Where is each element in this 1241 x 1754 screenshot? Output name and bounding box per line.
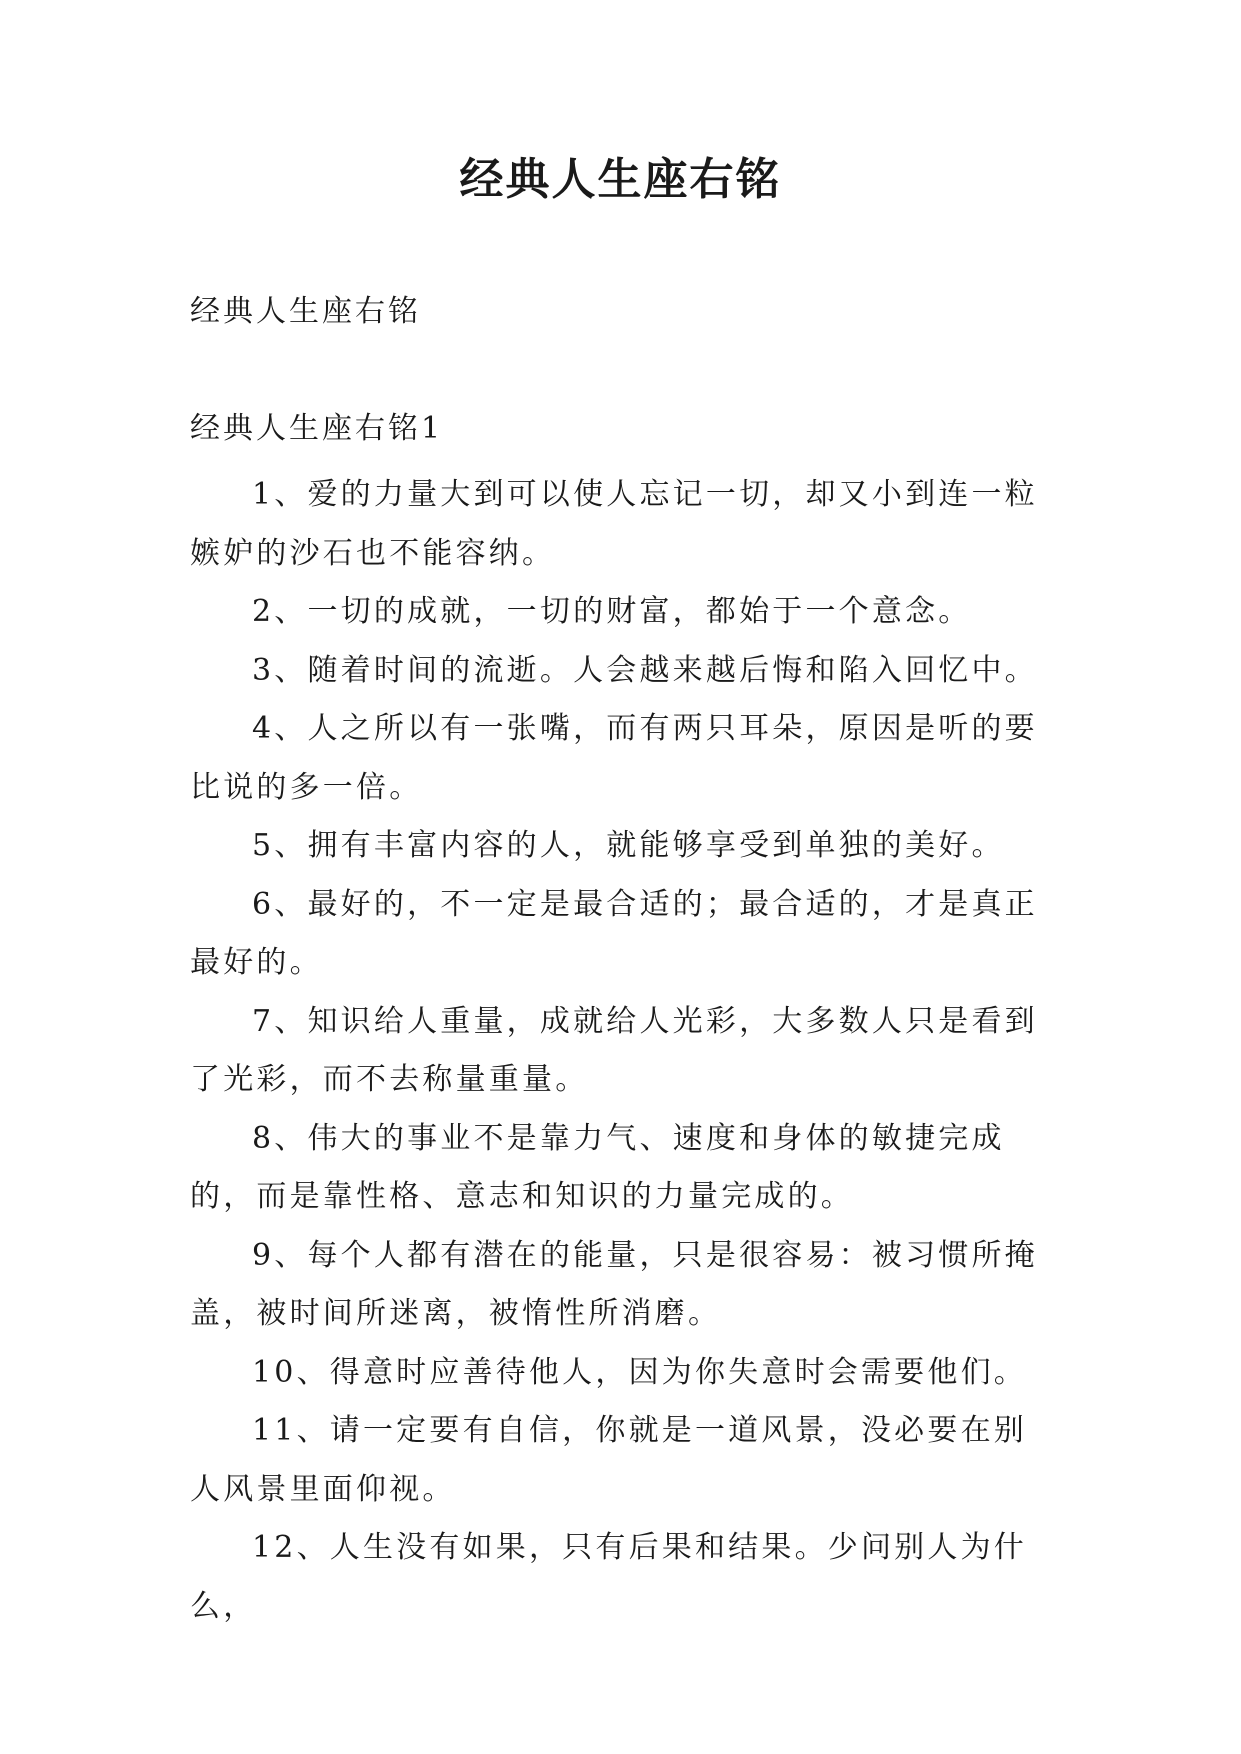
motto-paragraph: 7、知识给人重量，成就给人光彩，大多数人只是看到了光彩，而不去称量重量。 [190,1003,1038,1097]
motto-paragraph: 10、得意时应善待他人，因为你失意时会需要他们。 [252,1354,1027,1390]
motto-paragraph: 6、最好的，不一定是最合适的；最合适的，才是真正最好的。 [190,886,1038,980]
document-subtitle: 经典人生座右铭 [190,294,421,329]
motto-paragraph: 3、随着时间的流逝。人会越来越后悔和陷入回忆中。 [252,652,1038,688]
motto-list [190,466,1060,1636]
motto-paragraph: 5、拥有丰富内容的人，就能够享受到单独的美好。 [252,828,1005,863]
motto-paragraph: 4、人之所以有一张嘴，而有两只耳朵，原因是听的要比说的多一倍。 [190,711,1038,805]
motto-paragraph: 2、一切的成就，一切的财富，都始于一个意念。 [252,594,972,629]
motto-paragraph: 12、人生没有如果，只有后果和结果。少问别人为什么， [190,1530,1027,1624]
motto-paragraph: 8、伟大的事业不是靠力气、速度和身体的敏捷完成的，而是靠性格、意志和知识的力量完成的。 [190,1120,1005,1214]
section-heading: 经典人生座右铭1 [190,411,444,446]
motto-paragraph: 11、请一定要有自信，你就是一道风景，没必要在别人风景里面仰视。 [190,1413,1027,1507]
motto-paragraph: 9、每个人都有潜在的能量，只是很容易：被习惯所掩盖，被时间所迷离，被惰性所消磨。 [190,1237,1038,1331]
motto-paragraph: 1、爱的力量大到可以使人忘记一切，却又小到连一粒嫉妒的沙石也不能容纳。 [190,477,1038,571]
document-title: 经典人生座右铭 [459,154,782,205]
